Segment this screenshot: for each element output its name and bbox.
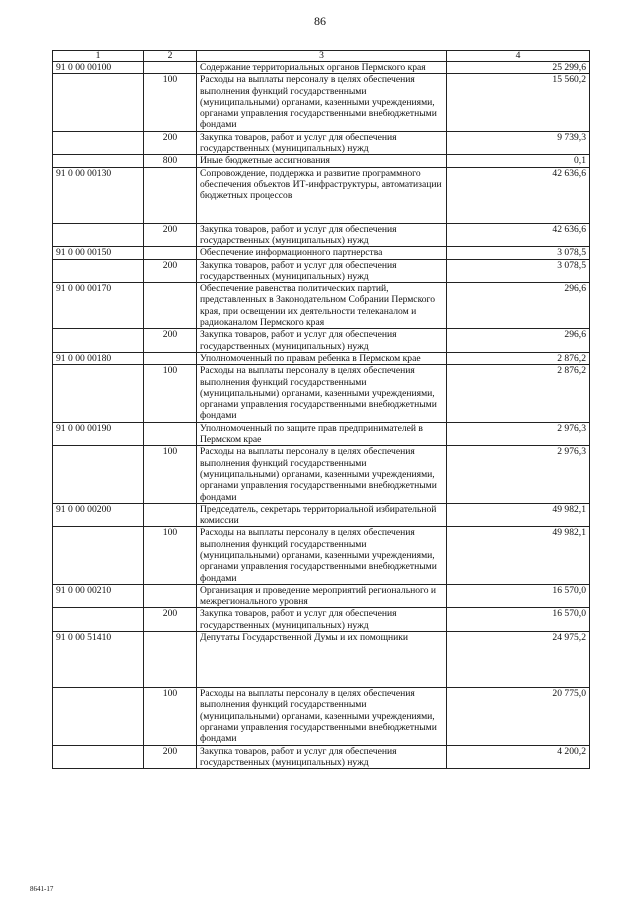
row-code: 91 0 00 51410 — [53, 632, 144, 688]
table-row — [53, 688, 590, 745]
row-description: Расходы на выплаты персоналу в целях обеспечения выполнения функций государственными (муниципальными) органами, казенными учреждениями, органами управления государственными внебюджетными фондами — [197, 365, 447, 422]
page-number: 86 — [314, 14, 326, 28]
row-description: Расходы на выплаты персоналу в целях обеспечения выполнения функций государственными (муниципальными) органами, казенными учреждениями, органами управления государственными внебюджетными фондами — [197, 527, 447, 584]
row-code — [53, 745, 144, 769]
row-description: Депутаты Государственной Думы и их помощники — [197, 632, 447, 688]
row-amount: 16 570,0 — [447, 608, 590, 632]
row-amount: 49 982,1 — [447, 503, 590, 527]
header-col-4: 4 — [447, 51, 590, 62]
table-row — [53, 223, 590, 247]
row-description: Председатель, секретарь территориальной избирательной комиссии — [197, 503, 447, 527]
row-code — [53, 329, 144, 353]
table-row — [53, 632, 590, 688]
table-row — [53, 608, 590, 632]
row-description: Обеспечение равенства политических партий, представленных в Законодательном Собрании Пермского края, при освещении их деятельности телеканалом и радиоканалом Пермского края — [197, 283, 447, 329]
row-code — [53, 608, 144, 632]
table-row — [53, 365, 590, 422]
row-expense-type: 100 — [144, 527, 197, 584]
row-code — [53, 155, 144, 167]
row-expense-type: 200 — [144, 131, 197, 155]
row-expense-type — [144, 352, 197, 364]
row-amount: 296,6 — [447, 329, 590, 353]
row-amount: 2 976,3 — [447, 422, 590, 446]
footer-code: 8641-17 — [30, 885, 54, 893]
row-expense-type — [144, 167, 197, 223]
row-expense-type: 200 — [144, 259, 197, 283]
row-description: Закупка товаров, работ и услуг для обеспечения государственных (муниципальных) нужд — [197, 608, 447, 632]
row-description: Расходы на выплаты персоналу в целях обеспечения выполнения функций государственными (муниципальными) органами, казенными учреждениями, органами управления государственными внебюджетными фондами — [197, 74, 447, 131]
table-body — [53, 62, 590, 769]
row-expense-type — [144, 584, 197, 608]
row-description: Закупка товаров, работ и услуг для обеспечения государственных (муниципальных) нужд — [197, 745, 447, 769]
row-code: 91 0 00 00150 — [53, 247, 144, 259]
row-amount: 24 975,2 — [447, 632, 590, 688]
row-amount: 15 560,2 — [447, 74, 590, 131]
row-expense-type: 200 — [144, 223, 197, 247]
row-code: 91 0 00 00180 — [53, 352, 144, 364]
row-description: Закупка товаров, работ и услуг для обеспечения государственных (муниципальных) нужд — [197, 223, 447, 247]
row-amount: 20 775,0 — [447, 688, 590, 745]
table-row — [53, 259, 590, 283]
row-code: 91 0 00 00100 — [53, 62, 144, 74]
table-row — [53, 584, 590, 608]
table-row — [53, 352, 590, 364]
row-amount: 2 876,2 — [447, 365, 590, 422]
row-expense-type — [144, 62, 197, 74]
row-amount: 0,1 — [447, 155, 590, 167]
budget-table — [52, 50, 590, 769]
row-amount: 3 078,5 — [447, 259, 590, 283]
row-code — [53, 527, 144, 584]
row-expense-type: 100 — [144, 688, 197, 745]
row-description: Расходы на выплаты персоналу в целях обеспечения выполнения функций государственными (муниципальными) органами, казенными учреждениями, органами управления государственными внебюджетными фондами — [197, 446, 447, 503]
row-expense-type: 100 — [144, 446, 197, 503]
row-description: Организация и проведение мероприятий регионального и межрегионального уровня — [197, 584, 447, 608]
header-col-1: 1 — [53, 51, 144, 62]
row-expense-type: 200 — [144, 608, 197, 632]
row-amount: 3 078,5 — [447, 247, 590, 259]
row-expense-type: 200 — [144, 329, 197, 353]
table-row — [53, 283, 590, 329]
row-amount: 42 636,6 — [447, 223, 590, 247]
row-amount: 42 636,6 — [447, 167, 590, 223]
row-description: Закупка товаров, работ и услуг для обеспечения государственных (муниципальных) нужд — [197, 259, 447, 283]
row-description: Уполномоченный по правам ребенка в Пермском крае — [197, 352, 447, 364]
row-description: Закупка товаров, работ и услуг для обеспечения государственных (муниципальных) нужд — [197, 329, 447, 353]
table-row — [53, 167, 590, 223]
row-code — [53, 223, 144, 247]
row-expense-type — [144, 632, 197, 688]
row-amount: 16 570,0 — [447, 584, 590, 608]
row-amount: 2 976,3 — [447, 446, 590, 503]
row-expense-type — [144, 422, 197, 446]
table-row — [53, 745, 590, 769]
row-expense-type: 100 — [144, 74, 197, 131]
row-description: Содержание территориальных органов Пермского края — [197, 62, 447, 74]
row-code — [53, 74, 144, 131]
table-row — [53, 527, 590, 584]
row-code — [53, 688, 144, 745]
row-code — [53, 446, 144, 503]
row-description: Закупка товаров, работ и услуг для обеспечения государственных (муниципальных) нужд — [197, 131, 447, 155]
row-amount: 2 876,2 — [447, 352, 590, 364]
table-row — [53, 155, 590, 167]
table-header-row — [53, 51, 590, 62]
row-amount: 4 200,2 — [447, 745, 590, 769]
row-expense-type: 200 — [144, 745, 197, 769]
table-row — [53, 446, 590, 503]
row-amount: 9 739,3 — [447, 131, 590, 155]
row-code: 91 0 00 00200 — [53, 503, 144, 527]
table-row — [53, 62, 590, 74]
row-description: Иные бюджетные ассигнования — [197, 155, 447, 167]
row-description: Обеспечение информационного партнерства — [197, 247, 447, 259]
table-row — [53, 422, 590, 446]
table-row — [53, 74, 590, 131]
row-amount: 25 299,6 — [447, 62, 590, 74]
row-description: Сопровождение, поддержка и развитие программного обеспечения объектов ИТ-инфраструктуры, автоматизации бюджетных процессов — [197, 167, 447, 223]
row-description: Расходы на выплаты персоналу в целях обеспечения выполнения функций государственными (муниципальными) органами, казенными учреждениями, органами управления государственными внебюджетными фондами — [197, 688, 447, 745]
row-code: 91 0 00 00130 — [53, 167, 144, 223]
row-code — [53, 131, 144, 155]
row-expense-type: 100 — [144, 365, 197, 422]
row-expense-type: 800 — [144, 155, 197, 167]
row-expense-type — [144, 503, 197, 527]
row-code: 91 0 00 00210 — [53, 584, 144, 608]
table-row — [53, 329, 590, 353]
table-row — [53, 503, 590, 527]
row-amount: 49 982,1 — [447, 527, 590, 584]
row-code: 91 0 00 00170 — [53, 283, 144, 329]
table-row — [53, 131, 590, 155]
row-description: Уполномоченный по защите прав предпринимателей в Пермском крае — [197, 422, 447, 446]
row-expense-type — [144, 283, 197, 329]
header-col-3: 3 — [197, 51, 447, 62]
row-code — [53, 365, 144, 422]
row-code — [53, 259, 144, 283]
row-expense-type — [144, 247, 197, 259]
table-row — [53, 247, 590, 259]
header-col-2: 2 — [144, 51, 197, 62]
row-amount: 296,6 — [447, 283, 590, 329]
row-code: 91 0 00 00190 — [53, 422, 144, 446]
